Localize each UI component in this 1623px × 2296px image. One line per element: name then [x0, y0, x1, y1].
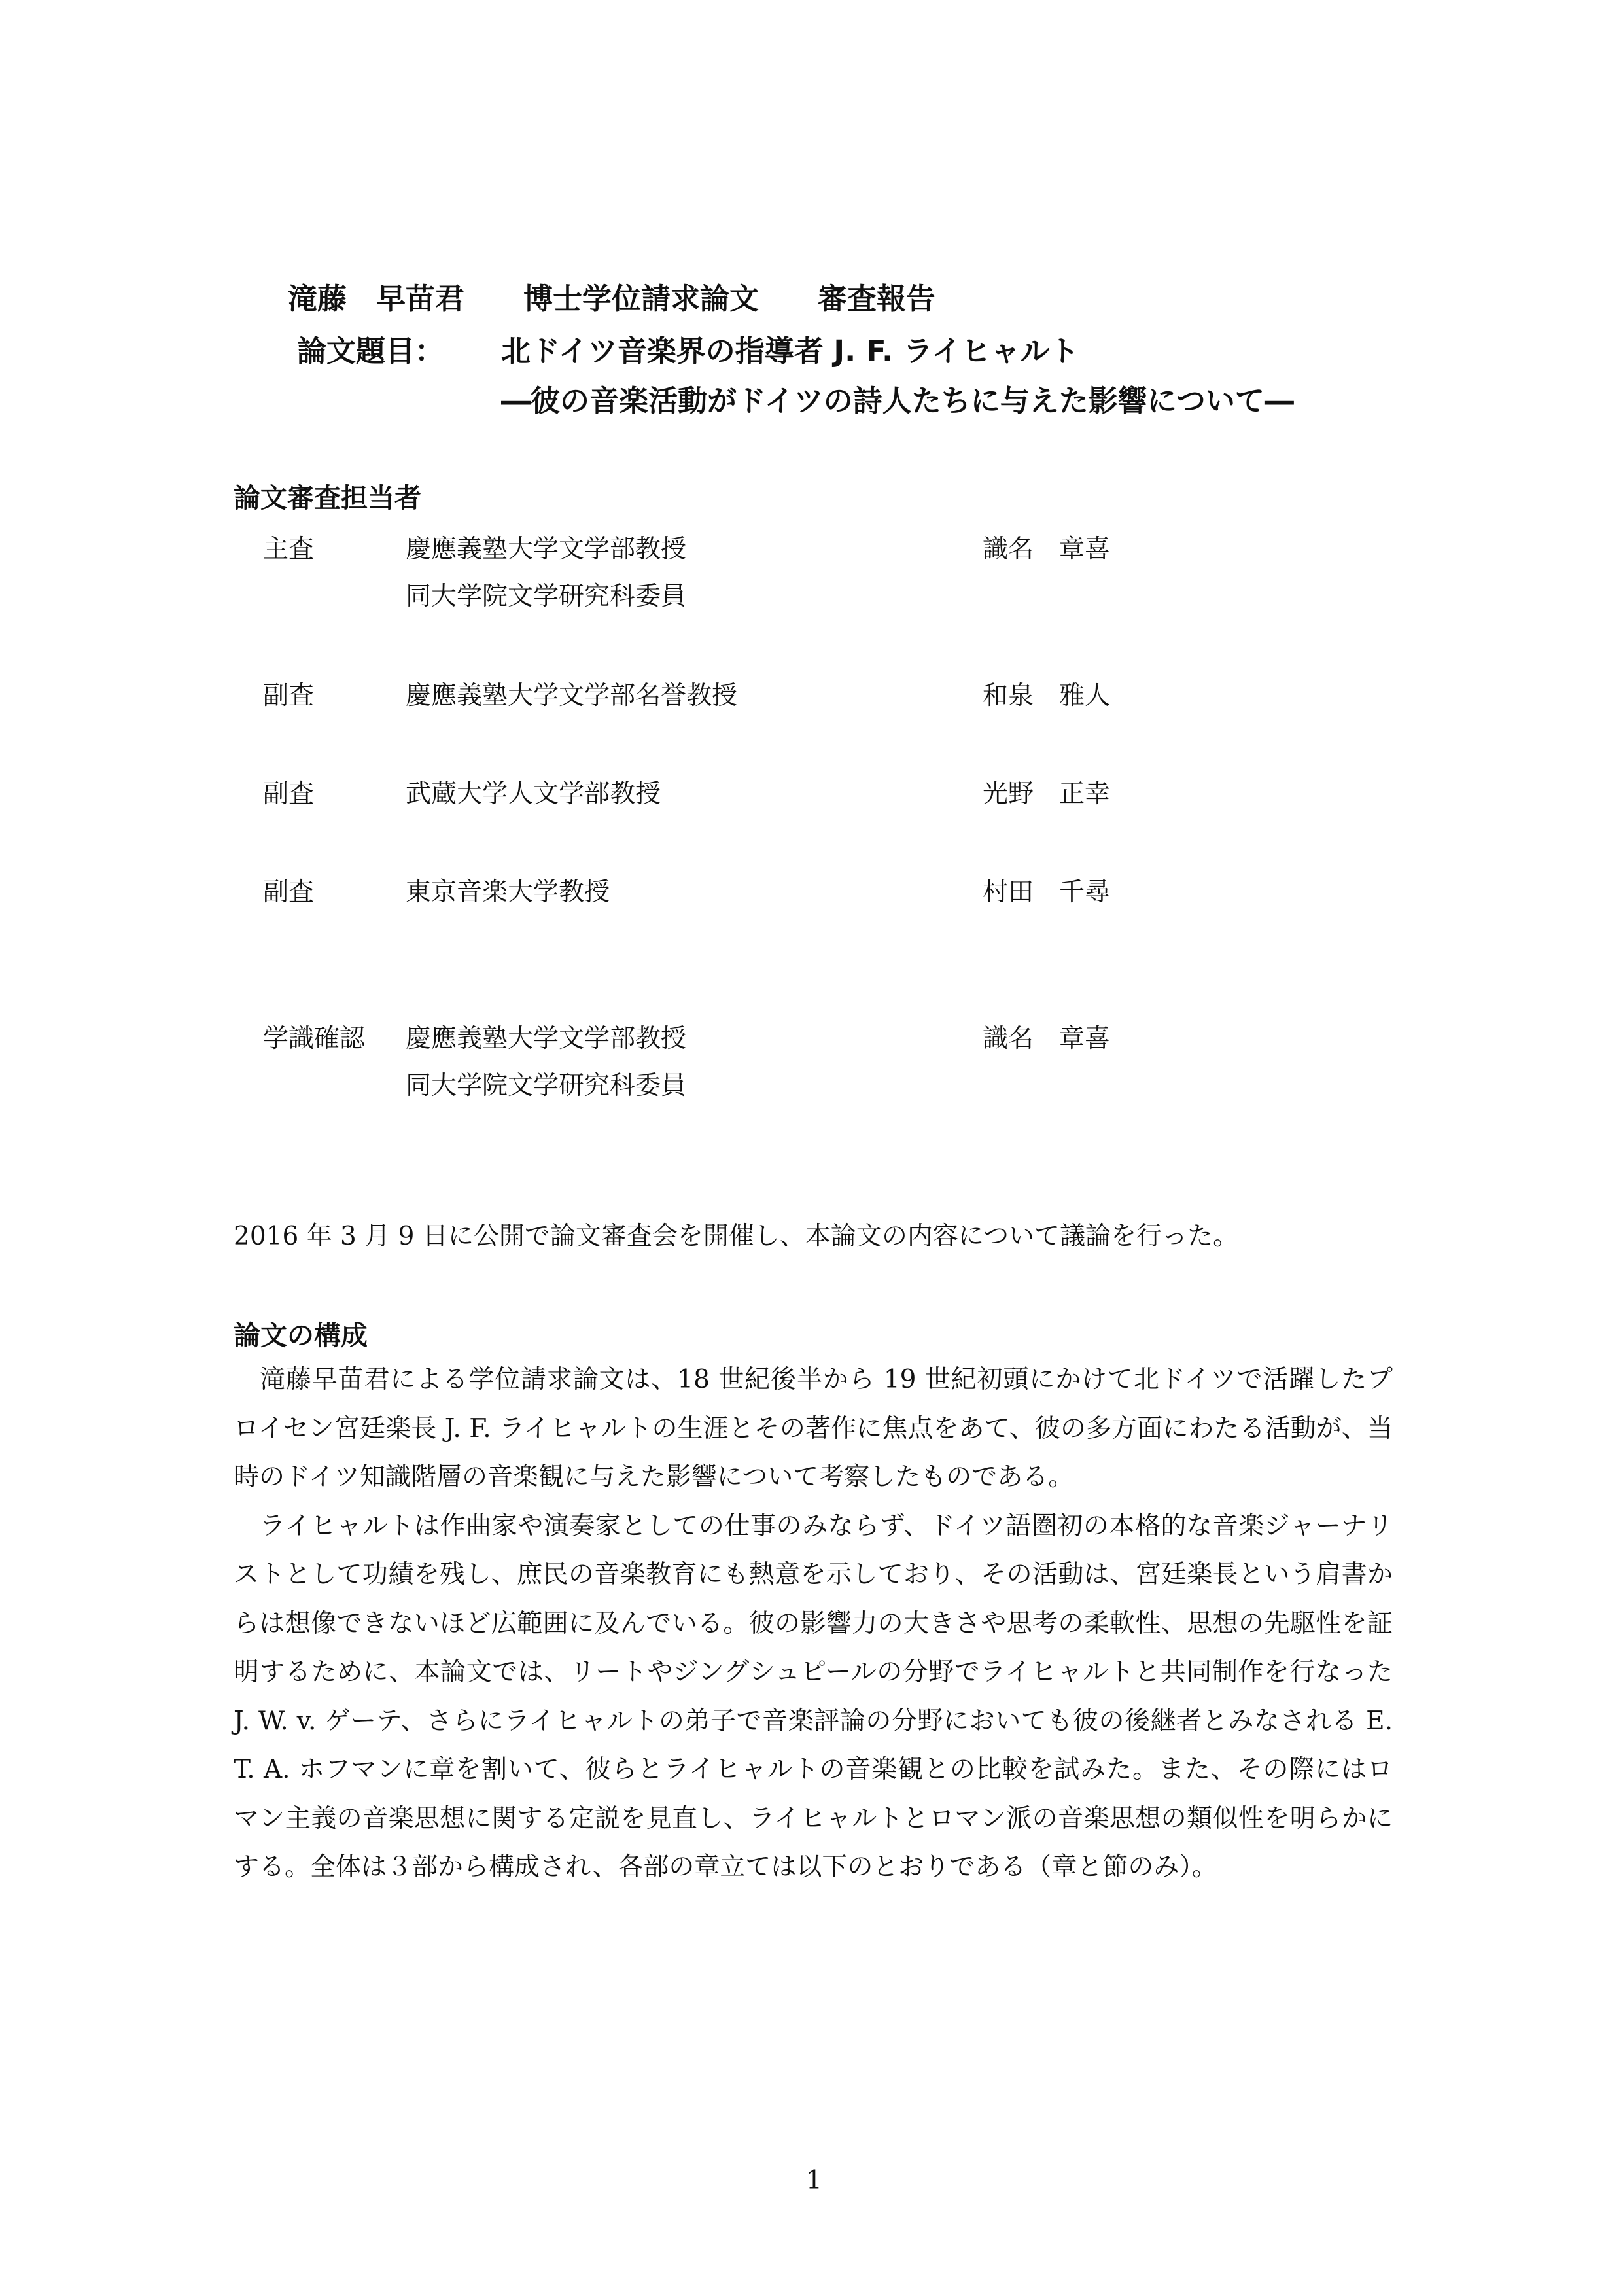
- examiner-affiliation: 慶應義塾大学文学部名誉教授: [406, 681, 738, 711]
- examiner-affiliation-2: 同大学院文学研究科委員: [406, 582, 687, 611]
- report-header-line: 滝藤 早苗君 博士学位請求論文 審査報告: [288, 281, 936, 316]
- thesis-subtitle: ―彼の音楽活動がドイツの詩人たちに与えた影響について―: [501, 383, 1294, 418]
- structure-body: [234, 1356, 1393, 1892]
- examiner-role: 副査: [263, 681, 315, 711]
- thesis-title-label: 論文題目：: [297, 334, 445, 368]
- meeting-note: 2016 年 3 月 9 日に公開で論文審査会を開催し、本論文の内容について議論を行った。: [234, 1222, 1239, 1251]
- examiner-affiliation: 東京音楽大学教授: [406, 877, 610, 907]
- examiner-name: 識名 章喜: [983, 1024, 1111, 1053]
- page-number: 1: [806, 2166, 822, 2195]
- examiner-affiliation: 武蔵大学人文学部教授: [406, 779, 661, 809]
- examiner-role: 学識確認: [263, 1024, 366, 1053]
- examiner-name: 識名 章喜: [983, 535, 1111, 564]
- examiner-name: 和泉 雅人: [983, 681, 1111, 711]
- thesis-title: 北ドイツ音楽界の指導者 J. F. ライヒャルト: [501, 334, 1079, 368]
- structure-heading: 論文の構成: [234, 1320, 368, 1351]
- examiner-affiliation: 慶應義塾大学文学部教授: [406, 1024, 687, 1053]
- structure-paragraph-2: ライヒャルトは作曲家や演奏家としての仕事のみならず、ドイツ語圏初の本格的な音楽ジャーナリストとして功績を残し、庶民の音楽教育にも熱意を示しており、その活動は、宮廷楽長という肩書からは想像できないほど広範囲に及んでいる。彼の影響力の大きさや思考の柔軟性、思想の先駆性を証明するために、本論文では、リートやジングシュピールの分野でライヒャルトと共同制作を行なった J. W. v. ゲーテ、さらにライヒャルトの弟子で音楽評論の分野においても彼の後継者とみなされる E. T. A. ホフマンに章を割いて、彼らとライヒャルトの音楽観との比較を試みた。また、その際にはロマン主義の音楽思想に関する定説を見直し、ライヒャルトとロマン派の音楽思想の類似性を明らかにする。全体は３部から構成され、各部の章立ては以下のとおりである（章と節のみ）。: [234, 1511, 1393, 1882]
- examiners-heading: 論文審査担当者: [234, 482, 421, 514]
- examiner-affiliation: 慶應義塾大学文学部教授: [406, 535, 687, 564]
- examiner-name: 村田 千尋: [983, 877, 1111, 907]
- structure-paragraph-1: 滝藤早苗君による学位請求論文は、18 世紀後半から 19 世紀初頭にかけて北ドイツで活躍したプロイセン宮廷楽長 J. F. ライヒャルトの生涯とその著作に焦点をあて、彼の多方面にわたる活動が、当時のドイツ知識階層の音楽観に与えた影響について考察したものである。: [234, 1365, 1393, 1492]
- examiner-role: 副査: [263, 877, 315, 907]
- examiner-role: 主査: [263, 535, 315, 564]
- examiner-role: 副査: [263, 779, 315, 809]
- examiner-affiliation-2: 同大学院文学研究科委員: [406, 1071, 687, 1101]
- examiner-name: 光野 正幸: [983, 779, 1111, 809]
